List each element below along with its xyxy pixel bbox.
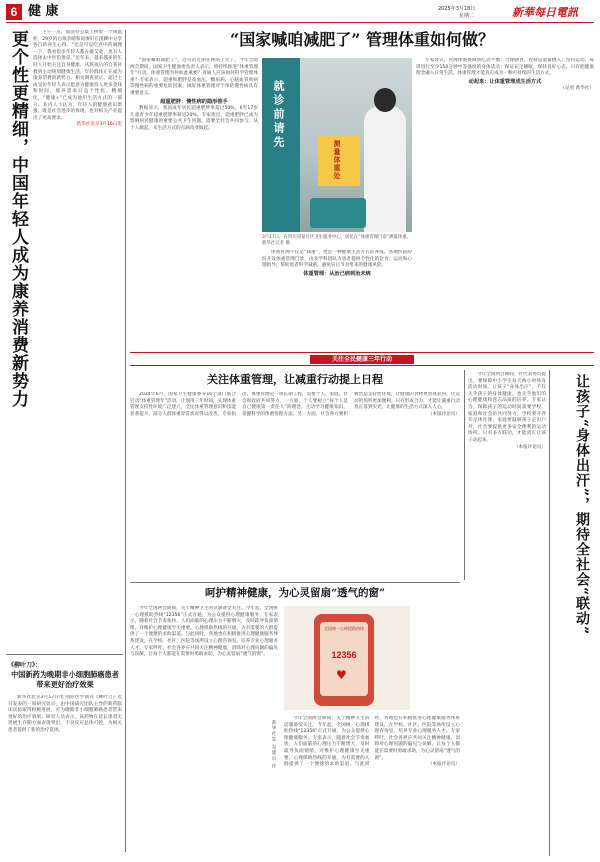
- photo-scale: [310, 198, 366, 228]
- illustration-credit: 新华社发 勾建山 作: [271, 720, 276, 769]
- issue-weekday: 星期二: [459, 13, 475, 19]
- photo-caption: 3月17日，在四川省某社区卫生服务中心，居民在“体重管理门诊”测量体重。新华社记者 摄: [262, 235, 412, 246]
- bottom-col-right: [284, 716, 460, 856]
- left-bottom-text: 新华社北京3月17日电 国际医学期刊《柳叶刀》近日发表的一项研究显示，由中国研究团队主导的新药临床试验取得积极进展，可为晚期非小细胞肺癌患者带来更好的治疗效果。研究人员表示，该药物在延长患者无进展生存期方面表现突出，不良反应总体可控，为相关患者提供了新的治疗选择。: [8, 695, 122, 733]
- main-subhead-1: 超重肥胖：慢性病的隐形推手: [160, 98, 228, 105]
- left-bottom-body: [8, 695, 122, 855]
- bottom-headline: 呵护精神健康，为心灵留扇“透气的窗”: [204, 587, 386, 599]
- bottom-byline: （本报评论员）: [427, 762, 460, 768]
- page-number-badge: 6: [6, 4, 22, 20]
- header-rule: [6, 22, 594, 23]
- mid-text: 2024年6月，国家卫生健康委等16个部门联合启动“体重管理年”活动，计划用三年时间，实现体重管理支持性环境广泛建立，全民体重管理意识和技能显著提升，部分人群体重异常状况得以改善。专家指出，体重管理是一项长期工程，需要个人、家庭、社会和政府共同努力。一方面，个人要树立“每个人是自己健康第一责任人”的理念，主动学习健康知识，掌握科学的体重管理方法；另一方面，社会各方要积极营造支持性环境，让健康的食物更容易获得，让运动的场所更加便利。只有形成合力，才能让减重行动真正落到实处，让健康的生活方式深入人心。: [130, 392, 460, 417]
- illus-number: 12356: [331, 650, 357, 660]
- issue-date: 2025年3月18日: [438, 6, 476, 12]
- bottom-text-right: 今年全国两会期间，关于精神卫生的话题备受关注。今年起，全国统一心理援助热线“12356”正式开通，为公众提供心理健康服务。专家表示，随着社会节奏加快，人们面临的心理压力不断增大，及时疏导负面情绪，对维护心理健康至关重要。心理援助热线的开通，为有需要的人群提供了一个便捷的求助渠道。与此同时，各地也在积极推进心理健康服务体系建设，在学校、社区、医院等场所设立心理咨询室，培养专业心理服务人才。专家呼吁，社会各界应共同关注精神健康，消除对心理问题的偏见与误解，让每个人都能在需要时勇敢求助，为心灵留扇“透气的窗”。: [284, 716, 460, 768]
- mid-byline: （本报评论员）: [427, 411, 460, 417]
- main-subhead-3: 动起来：让体重管理成生活方式: [468, 78, 542, 85]
- illus-heart-icon: ♥: [336, 668, 347, 682]
- main-subhead-2: 体重管理：从治已病到治未病: [303, 270, 371, 277]
- main-text-col3: [416, 58, 594, 348]
- main-para-1: “国家喊咱减肥了”，这句话近期在网络上火了。今年全国两会期间，国家卫生健康委负责人表示，将持续推进“体重管理年”行动。体重管理为何如此重要？普通人应该如何科学管理体重？专家表示，超重和肥胖是高血压、糖尿病、心脑血管疾病等慢性病的重要危险因素，做好体重管理对于预防慢性病具有重要意义。: [130, 58, 258, 96]
- main-para-2: 数据显示，我国成年居民超重肥胖率超过50%，6至17岁儿童青少年超重肥胖率接近20%。专家指出，超重肥胖已成为影响居民健康的重要公共卫生问题，需要全社会共同参与，从个人做起，从生活方式的点滴改变做起。: [130, 106, 258, 131]
- illustration: [284, 606, 410, 710]
- newspaper-logo: 新華每日電訊: [512, 6, 578, 19]
- photo-person: [364, 106, 406, 232]
- main-para-3: 体重管理不仅是“减重”，更是一种健康生活方式的养成。各地医院纷纷开设体重管理门诊，由多学科团队为患者提供个性化的饮食、运动和心理指导，帮助患者科学减重，避免盲目节食带来的健康风险。: [262, 250, 412, 269]
- right-body: [468, 372, 546, 856]
- right-headline: 让孩子“身体出汗”，期待全社会“联动”: [574, 374, 590, 636]
- banner-label: 关注全民健康三年行动: [310, 355, 414, 364]
- section-title: 健 康: [28, 4, 59, 19]
- column-rule-far-right: [549, 370, 550, 856]
- photo-sign-text: 测量体重处: [333, 140, 341, 180]
- photo-person-head: [374, 88, 396, 112]
- column-rule-right: [464, 370, 465, 580]
- bottom-text-left: 今年全国两会期间，关于精神卫生的话题备受关注。今年起，全国统一心理援助热线“12356”正式开通，为公众提供心理健康服务。专家表示，随着社会节奏加快，人们面临的心理压力不断增大，及时疏导负面情绪，对维护心理健康至关重要。心理援助热线的开通，为有需要的人群提供了一个便捷的求助渠道。与此同时，各地也在积极推进心理健康服务体系建设，在学校、社区、医院等场所设立心理咨询室，培养专业心理服务人才。专家呼吁，社会各界应共同关注精神健康，消除对心理问题的偏见与误解，让每个人都能在需要时勇敢求助，为心灵留扇“透气的窗”。: [130, 606, 278, 658]
- left-story-text: 下午一点，面前办公桌上摆着一个保温杯，29岁的白领李晴和同事们在闲聊中分享各自的养生心得。“还是可以吃点中药调理一下，我看很多年轻人都在做艾灸，也有人选择去中医馆推拿。”近年来，越来越多的年轻人开始关注自身健康，从熬夜后的自我补救到主动规划健康生活，年轻群体正在成为康养消费的新势力。相关调查显示，超过七成受访年轻人表示愿意为健康投入更多金钱和时间，康养需求日益个性化、精细化，“健康+”已成为他们生活方式的一部分。业内人士认为，年轻人的健康意识增强，既是社会进步的体现，也对相关产业提出了更高要求。: [33, 30, 122, 121]
- main-text-col2: [262, 250, 412, 348]
- left-divider: [6, 654, 123, 655]
- bottom-divider: [130, 582, 460, 583]
- special-banner: [130, 352, 594, 366]
- main-byline: （记者 新华社）: [560, 86, 594, 92]
- photo-side-text: 就诊前请先: [272, 80, 285, 150]
- main-para-4: 专家建议，管理体重要做到吃动平衡：合理膳食，控制总能量摄入；坚持运动，每周进行至少150分钟中等强度的身体活动；保证充足睡眠，保持良好心态。只有把健康理念融入日常生活，体重管理才能真正成为一种可持续的生活方式。: [416, 58, 594, 77]
- left-story-byline: 新华社北京3月16日电: [76, 122, 122, 128]
- main-headline: “国家喊咱减肥了” 管理体重如何做？: [230, 30, 494, 49]
- news-photo: [262, 58, 412, 232]
- right-byline: （本报评论员）: [513, 444, 546, 450]
- illus-title: 全国统一心理援助热线: [324, 626, 364, 631]
- mid-body: [130, 392, 460, 578]
- page-header: [6, 4, 594, 24]
- bottom-col-left: [130, 606, 278, 856]
- column-rule-left: [125, 30, 126, 852]
- left-bottom-kicker: 《柳叶刀》：: [8, 662, 42, 669]
- left-bottom-headline: 中国新药为晚期非小细胞肺癌患者带来更好治疗效果: [11, 670, 119, 689]
- right-text: 今年全国两会期间，有代表委员提出，要保障中小学生每天两小时体育活动时间。让孩子“身体出汗”，不仅关乎孩子的身体健康，也关乎他们的心理健康和意志品质的培养。专家认为，保障孩子的运动时间需要学校、家庭和社会的共同努力，学校要开齐开足体育课，家庭要鼓励孩子走出户外，社会要提供更多安全便利的运动场所。只有多方联动，才能真正让孩子动起来。: [468, 372, 546, 443]
- mid-headline: 关注体重管理，让减重行动提上日程: [207, 373, 383, 386]
- left-story-body: [33, 30, 122, 640]
- left-story-headline: 更个性更精细，中国年轻人成为康养消费新势力: [8, 30, 28, 408]
- main-text-col1: [130, 58, 258, 348]
